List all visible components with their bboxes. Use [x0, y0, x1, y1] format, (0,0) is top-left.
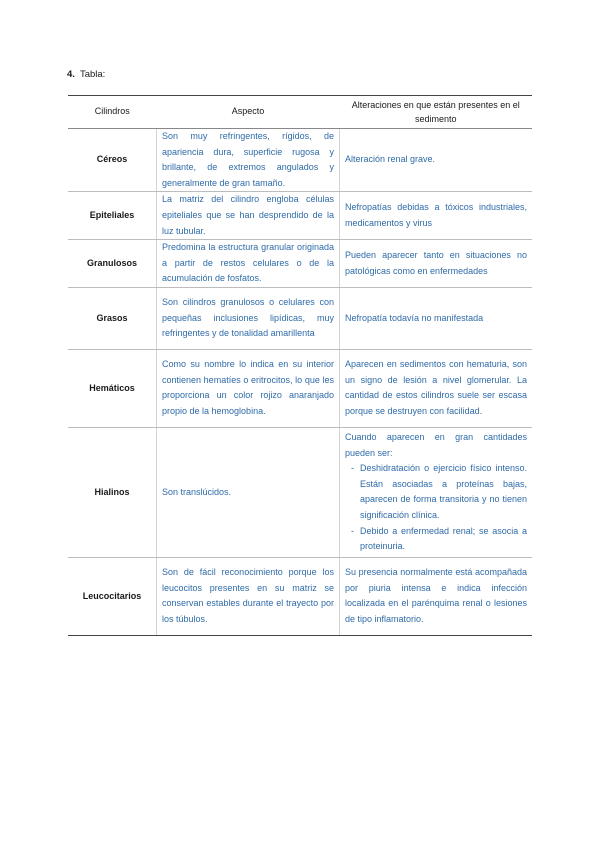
cylinder-aspect: Predomina la estructura granular originada a partir de restos celulares o de la acumulación de fosfatos. — [157, 240, 340, 288]
table-row — [68, 557, 532, 635]
list-item: - Deshidratación o ejercicio físico intenso. Están asociadas a proteínas bajas, aparecen de forma transitoria y no tienen significación clínica. — [345, 461, 527, 523]
cylinder-alterations: Alteración renal grave. — [340, 129, 533, 192]
table-row — [68, 240, 532, 288]
cylinder-alterations — [340, 427, 533, 557]
section-title: Tabla: — [79, 69, 106, 80]
table-header-row — [68, 96, 532, 129]
cylinder-aspect: Son cilindros granulosos o celulares con pequeñas inclusiones lipídicas, muy refringentes y de tonalidad amarillenta — [157, 287, 340, 349]
cylinder-name: Céreos — [68, 129, 157, 192]
section-heading — [67, 69, 105, 80]
header-alteraciones: Alteraciones en que están presentes en el sedimento — [340, 96, 533, 129]
alterations-intro: Cuando aparecen en gran cantidades pueden ser: — [345, 432, 527, 458]
table-row — [68, 192, 532, 240]
list-item: - Debido a enfermedad renal; se asocia a proteinuria. — [345, 524, 527, 555]
cylinder-aspect: Como su nombre lo indica en su interior contienen hematíes o eritrocitos, lo que les proporciona un color rojizo anaranjado propio de la hemoglobina. — [157, 349, 340, 427]
header-cilindros: Cilindros — [68, 96, 157, 129]
section-number: 4. — [67, 69, 75, 80]
cylinder-alterations: Aparecen en sedimentos con hematuria, son un signo de lesión a nivel glomerular. La cantidad de estos cilindros suele ser escasa porque se destruyen con facilidad. — [340, 349, 533, 427]
header-aspecto: Aspecto — [157, 96, 340, 129]
table-row — [68, 349, 532, 427]
cylinder-aspect: La matriz del cilindro engloba células epiteliales que se han desprendido de la luz tubular. — [157, 192, 340, 240]
table-row — [68, 129, 532, 192]
cylinder-name: Leucocitarios — [68, 557, 157, 635]
cylinders-table — [68, 95, 532, 636]
cylinder-alterations: Nefropatía todavía no manifestada — [340, 287, 533, 349]
cylinder-alterations: Su presencia normalmente está acompañada por piuria intensa e indica infección localizada en el parénquima renal o lesiones de tipo inflamatorio. — [340, 557, 533, 635]
alterations-list — [345, 461, 527, 555]
cylinder-alterations: Nefropatías debidas a tóxicos industriales, medicamentos y virus — [340, 192, 533, 240]
cylinder-aspect: Son muy refringentes, rígidos, de apariencia dura, superficie rugosa y brillante, de extremos angulados y generalmente de gran tamaño. — [157, 129, 340, 192]
cylinder-name: Epiteliales — [68, 192, 157, 240]
cylinder-alterations: Pueden aparecer tanto en situaciones no patológicas como en enfermedades — [340, 240, 533, 288]
cylinder-name: Hemáticos — [68, 349, 157, 427]
cylinder-aspect: Son translúcidos. — [157, 427, 340, 557]
table-row — [68, 287, 532, 349]
cylinder-aspect: Son de fácil reconocimiento porque los leucocitos presentes en su matriz se conservan estables durante el trayecto por los túbulos. — [157, 557, 340, 635]
cylinder-name: Grasos — [68, 287, 157, 349]
cylinder-name: Granulosos — [68, 240, 157, 288]
cylinder-name: Hialinos — [68, 427, 157, 557]
table-row — [68, 427, 532, 557]
